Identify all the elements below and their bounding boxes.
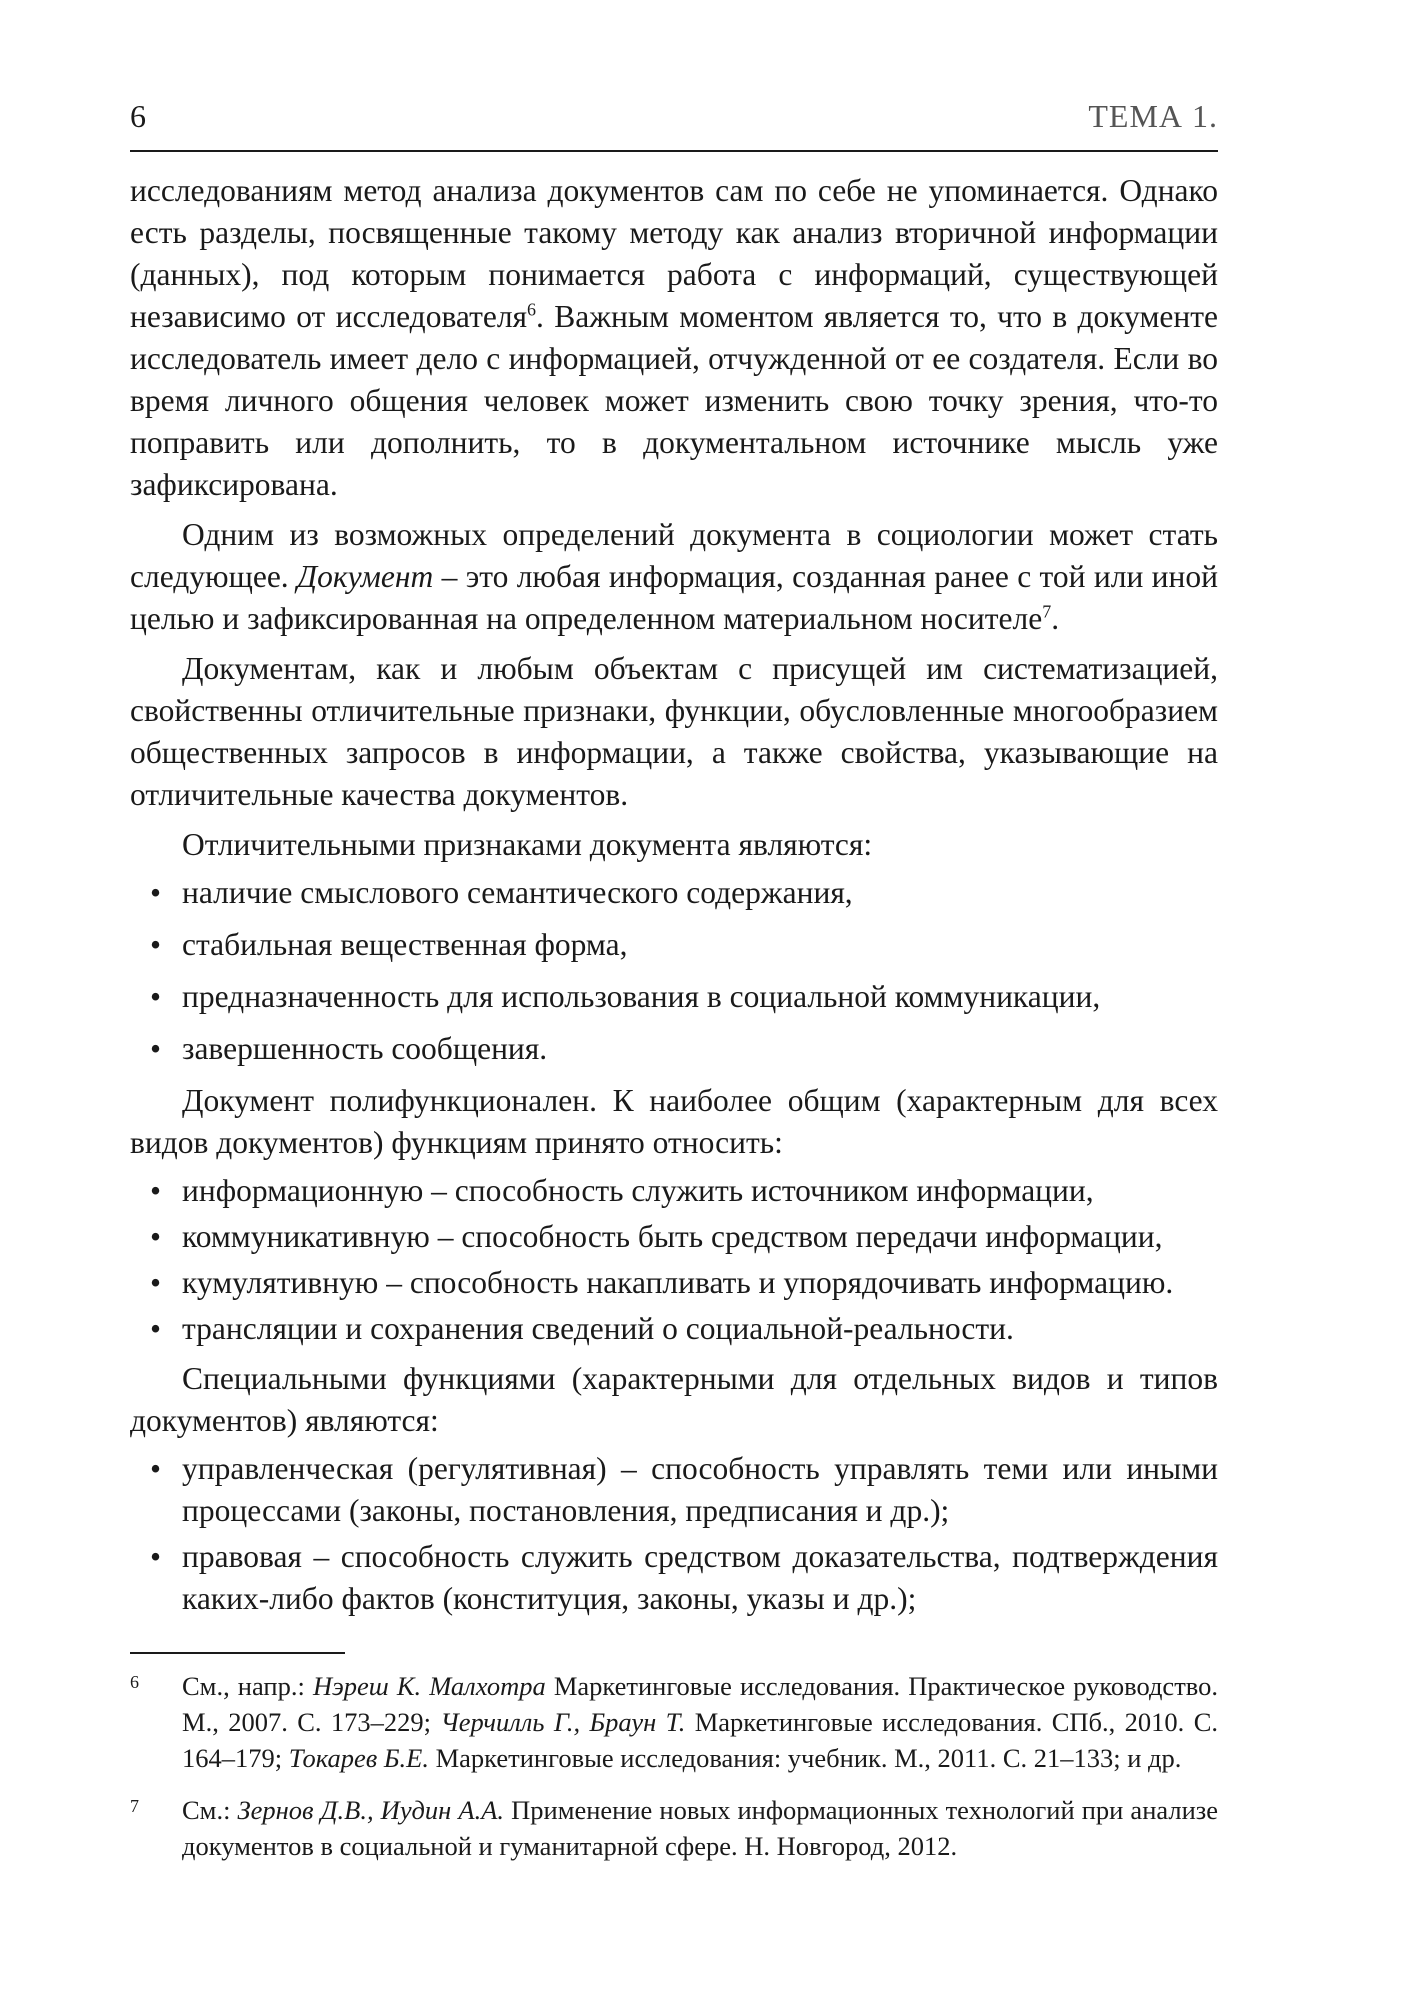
paragraph-2-text-b: – это любая информация, созданная ранее с той или иной целью и зафиксированная на определенном материальном носителе (130, 559, 1219, 636)
bullet-icon: • (150, 1451, 162, 1486)
footnote-text: См.: (182, 1795, 238, 1825)
footnote-text: Маркетинговые исследования. СПб., 2010. С. 164–179; (182, 1707, 1218, 1773)
paragraph-1 (130, 170, 1218, 506)
paragraph-2-end: . (1051, 601, 1060, 636)
paragraph-5: Документ полифункционален. К наиболее общим (характерным для всех видов документов) функциям принято относить: (130, 1083, 1218, 1160)
special-functions-list (130, 1448, 1218, 1620)
bullet-icon: • (150, 1311, 162, 1346)
list-item (130, 1448, 1218, 1532)
list-item-text: правовая – способность служить средством доказательства, подтверждения каких-либо фактов (конституция, законы, указы и др.); (182, 1539, 1218, 1616)
footnote-text: Применение новых информационных технологий при анализе документов в социальной и гуманитарной сфере. Н. Новгород, 2012. (182, 1795, 1219, 1861)
paragraph-3: Документам, как и любым объектам с присущей им систематизацией, свойственны отличительные признаки, функции, обусловленные многообразием общественных запросов в информации, а также свойства, указывающие на отличительные качества документов. (130, 651, 1218, 812)
main-text (130, 170, 1218, 1624)
general-functions-list (130, 1170, 1218, 1350)
bullet-icon: • (150, 927, 162, 962)
list-item-text: завершенность сообщения. (182, 1031, 548, 1066)
footnote-mark: 7 (130, 1796, 139, 1816)
features-list (130, 872, 1218, 1070)
list-item-text: управленческая (регулятивная) – способность управлять теми или иными процессами (законы, постановления, предписания и др.); (182, 1451, 1218, 1528)
list-item-text: наличие смыслового семантического содержания, (182, 875, 853, 910)
page-number: 6 (130, 98, 146, 134)
paragraph-2 (130, 514, 1218, 640)
footnote-text: Маркетинговые исследования: учебник. М., 2011. С. 21–133; и др. (428, 1743, 1182, 1773)
bullet-icon: • (150, 1265, 162, 1300)
list-item (130, 1308, 1218, 1350)
footnote-text: Маркетинговые исследования. Практическое руководство. М., 2007. С. 173–229; (182, 1671, 1218, 1737)
footnote-ref-7[interactable]: 7 (1042, 601, 1052, 622)
list-item (130, 1216, 1218, 1258)
bullet-icon: • (150, 1539, 162, 1574)
section-title: ТЕМА 1. (1088, 98, 1218, 134)
list-item-text: трансляции и сохранения сведений о социальной-реальности. (182, 1311, 1014, 1346)
footnote-author: Токарев Б.Е. (288, 1743, 429, 1773)
list-item-text: предназначенность для использования в социальной коммуникации, (182, 979, 1101, 1014)
list-item (130, 872, 1218, 914)
list-item (130, 1028, 1218, 1070)
paragraph-2-text-a: Одним из возможных определений документа в социологии может стать следующее. (130, 517, 1218, 594)
footnote-7 (130, 1792, 1218, 1864)
bullet-icon: • (150, 1219, 162, 1254)
footnote-author: Нэреш К. Малхотра (312, 1671, 546, 1701)
footnote-separator (130, 1652, 345, 1654)
list-item-text: кумулятивную – способность накапливать и упорядочивать информацию. (182, 1265, 1174, 1300)
running-header (130, 90, 1218, 152)
list-item (130, 976, 1218, 1018)
list-item-text: стабильная вещественная форма, (182, 927, 628, 962)
footnote-mark: 6 (130, 1672, 139, 1692)
footnote-text: См., напр.: (182, 1671, 313, 1701)
bullet-icon: • (150, 979, 162, 1014)
bullet-icon: • (150, 1173, 162, 1208)
bullet-icon: • (150, 1031, 162, 1066)
list-item (130, 1170, 1218, 1212)
footnote-ref-6[interactable]: 6 (527, 299, 537, 320)
footnotes (130, 1668, 1218, 1880)
bullet-icon: • (150, 875, 162, 910)
footnote-author: Зернов Д.В., Иудин А.А. (237, 1795, 505, 1825)
list-item (130, 924, 1218, 966)
paragraph-4: Отличительными признаками документа являются: (182, 827, 873, 862)
paragraph-1-rest: . Важным моментом является то, что в документе исследователь имеет дело с информацией, отчужденной от ее создателя. Если во время личного общения человек может изменить свою точку зрения, что-то поправить или дополнить, то в документальном источнике мысль уже зафиксирована. (130, 299, 1218, 502)
list-item-text: информационную – способность служить источником информации, (182, 1173, 1094, 1208)
list-item (130, 1536, 1218, 1620)
paragraph-6: Специальными функциями (характерными для отдельных видов и типов документов) являются: (130, 1361, 1218, 1438)
defined-term: Документ (297, 559, 434, 594)
list-item-text: коммуникативную – способность быть средством передачи информации, (182, 1219, 1163, 1254)
paragraph-1-text: исследованиям метод анализа документов сам по себе не упоминается. Однако есть разделы, посвященные такому методу как анализ вторичной информации (данных), под которым понимается работа с информаций, существующей независимо от исследователя (130, 173, 1218, 334)
footnote-6 (130, 1668, 1218, 1776)
list-item (130, 1262, 1218, 1304)
footnote-author: Черчилль Г., Браун Т. (440, 1707, 686, 1737)
